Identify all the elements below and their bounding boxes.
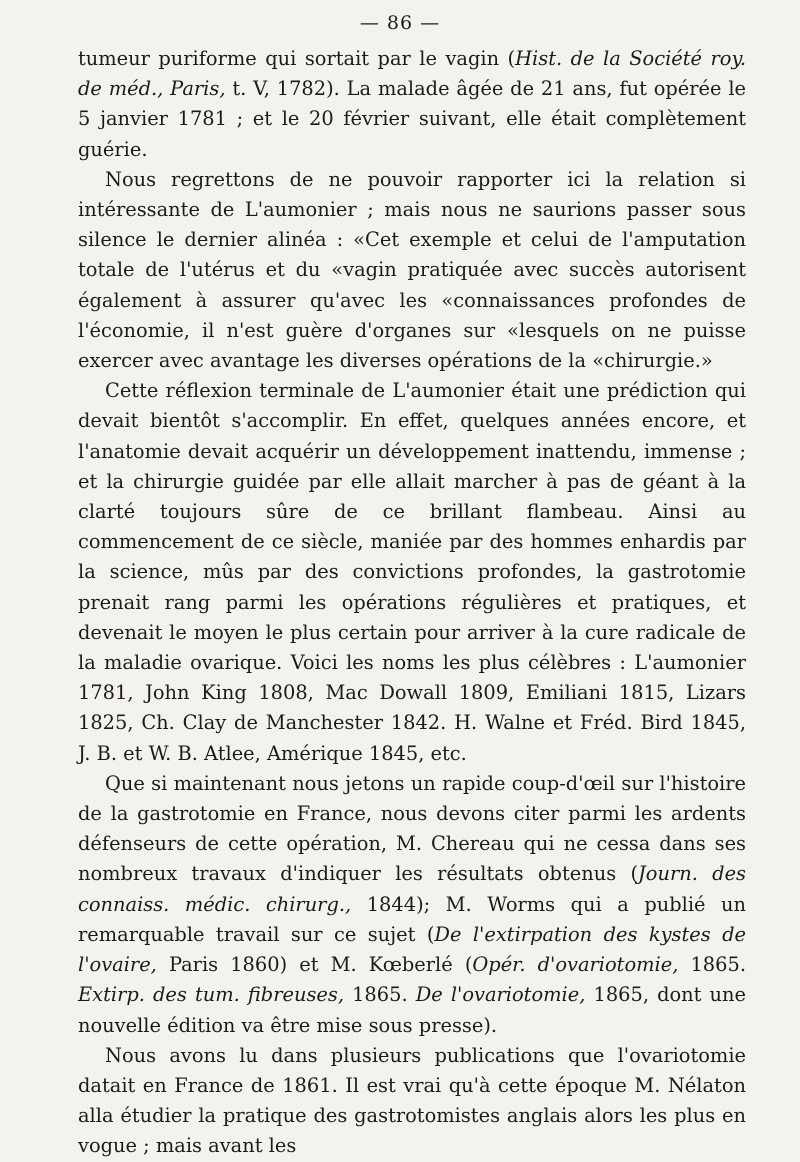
citation-italic: Journ. des connaiss. médic. chirurg., bbox=[78, 862, 746, 916]
citation-italic: Opér. d'ovariotomie, bbox=[472, 953, 679, 977]
text-span: t. V, 1782). La malade âgée de 21 ans, fut opérée le 5 janvier 1781 ; et le 20 février suivant, elle était complètement guérie. bbox=[78, 77, 747, 161]
paragraph-3: Cette réflexion terminale de L'aumonier était une prédiction qui devait bientôt s'accomplir. En effet, quelques années encore, et l'anatomie devait acquérir un développement inattendu, immense ; et la chirurgie guidée par elle allait marcher à pas de géant à la clarté toujours sûre de ce brillant flambeau. Ainsi au commencement de ce siècle, maniée par des hommes enhardis par la science, mûs par des convictions profondes, la gastrotomie prenait rang parmi les opérations régulières et pratiques, et devenait le moyen le plus certain pour arriver à la cure radicale de la maladie ovarique. Voici les noms les plus célèbres : L'aumonier 1781, John King 1808, Mac Dowall 1809, Emiliani 1815, Lizars 1825, Ch. Clay de Manchester 1842. H. Walne et Fréd. Bird 1845, J. B. et W. B. Atlee, Amérique 1845, etc. bbox=[78, 379, 746, 765]
text-span: 1865. bbox=[344, 983, 416, 1007]
paragraph-1 bbox=[78, 44, 746, 165]
citation-italic: Extirp. des tum. fibreuses, bbox=[78, 983, 344, 1007]
text-span: 1865, dont une nouvelle édition va être mise sous presse). bbox=[78, 983, 746, 1037]
citation-italic: De l'extirpation des kystes de l'ovaire, bbox=[78, 922, 746, 977]
paragraph-2: Nous regrettons de ne pouvoir rapporter ici la relation si intéressante de L'aumonier ; mais nous ne saurions passer sous silence le dernier alinéa : «Cet exemple et celui de l'amputation totale de l'utérus et du «vagin pratiquée avec succès autorisent également à assurer qu'avec les «connaissances profondes de l'économie, il n'est guère d'organes sur «lesquels on ne puisse exercer avec avantage les diverses opérations de la «chirurgie.» bbox=[78, 167, 746, 373]
paragraph-4 bbox=[78, 769, 746, 1041]
body-text bbox=[78, 44, 746, 1162]
paragraph-5: Nous avons lu dans plusieurs publications que l'ovariotomie datait en France de 1861. Il est vrai qu'à cette époque M. Nélaton alla étudier la pratique des gastrotomistes anglais alors les plus en vogue ; mais avant les bbox=[78, 1043, 746, 1158]
text-span: 1865. bbox=[678, 953, 746, 977]
text-span: 1844); M. Worms qui a publié un remarquable travail sur ce sujet ( bbox=[78, 892, 747, 946]
text-span: tumeur puriforme qui sortait par le vagin ( bbox=[78, 47, 516, 70]
text-span: Paris 1860) et M. Kœberlé ( bbox=[156, 953, 473, 977]
citation-italic: De l'ovariotomie, bbox=[415, 983, 586, 1007]
text-span: Que si maintenant nous jetons un rapide coup-d'œil sur l'histoire de la gastrotomie en France, nous devons citer parmi les ardents défenseurs de cette opération, M. Chereau qui ne cessa dans ses nombreux travaux d'indiquer les résultats obtenus ( bbox=[78, 771, 746, 886]
citation-italic: Hist. de la Société roy. de méd., Paris, bbox=[78, 47, 746, 101]
page-number: — 86 — bbox=[359, 12, 441, 34]
